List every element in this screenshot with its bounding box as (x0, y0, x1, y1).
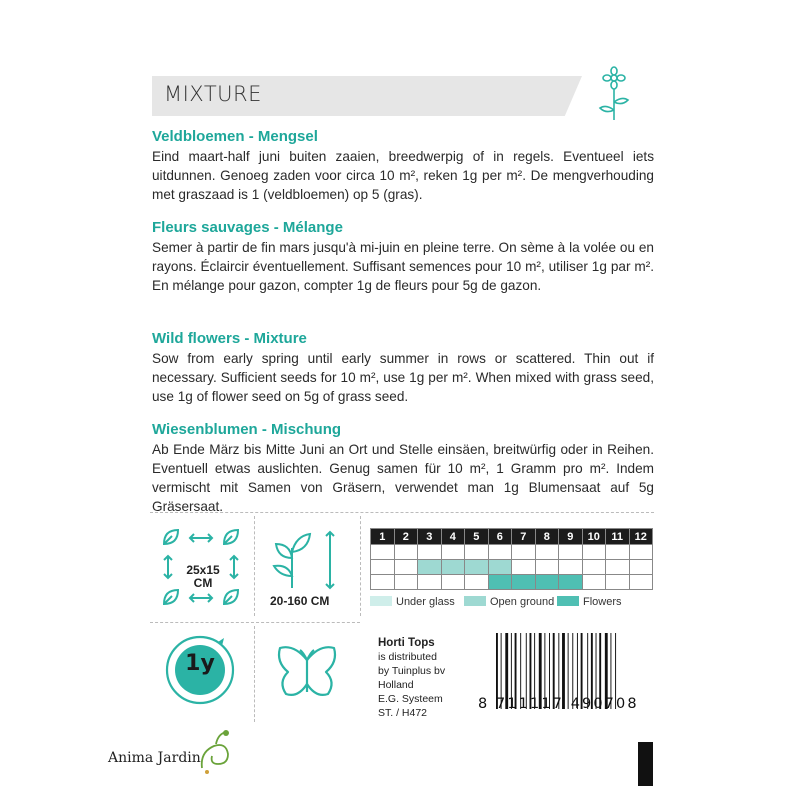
calendar-cell-open-ground (606, 560, 630, 575)
distributor-line: Holland (378, 679, 414, 691)
calendar-cell-under-glass (582, 545, 606, 560)
calendar-cell-flowers (371, 575, 395, 590)
calendar-cell-under-glass (441, 545, 465, 560)
calendar-cell-under-glass (512, 545, 536, 560)
legend-label: Under glass (396, 596, 455, 608)
calendar-cell-flowers (559, 575, 583, 590)
section-body: Eind maart-half juni buiten zaaien, breedwerpig of in regels. Eventueel iets uitdunnen. Genoeg zaden voor circa 10 m², reken 1g per m². De mengverhouding met graszaad is 1 (veldbloemen) op 5 (gras). (152, 149, 654, 202)
month-cell: 9 (559, 529, 583, 545)
calendar-cell-flowers (629, 575, 653, 590)
calendar-cell-flowers (512, 575, 536, 590)
section-title: Wiesenblumen - Mischung (152, 421, 342, 438)
height-label: 20-160 CM (270, 594, 330, 608)
month-cell: 4 (441, 529, 465, 545)
month-cell: 3 (418, 529, 442, 545)
month-cell: 1 (371, 529, 395, 545)
spacing-unit: CM (193, 576, 213, 590)
calendar-cell-under-glass (535, 545, 559, 560)
plant-height-icon (270, 528, 350, 592)
month-cell: 12 (629, 529, 653, 545)
legend-swatch (557, 596, 579, 606)
lifespan-label: 1y (185, 651, 215, 676)
distributor-line: is distributed (378, 651, 437, 663)
calendar-cell-open-ground (441, 560, 465, 575)
section-french (152, 219, 654, 295)
calendar-cell-open-ground (465, 560, 489, 575)
divider (254, 626, 255, 722)
month-cell: 8 (535, 529, 559, 545)
legend-swatch (464, 596, 486, 606)
barcode-number: 8 711117 490708 (478, 696, 639, 712)
month-cell: 7 (512, 529, 536, 545)
section-german (152, 421, 654, 516)
page-title: MIXTURE (164, 82, 262, 106)
flower-icon (594, 66, 634, 122)
spacing-value: 25x15 (186, 563, 220, 577)
legend-open-ground (464, 596, 554, 608)
calendar-row-under-glass (371, 545, 653, 560)
calendar-cell-open-ground (394, 560, 418, 575)
calendar-cell-flowers (535, 575, 559, 590)
divider (150, 512, 654, 513)
section-body: Ab Ende März bis Mitte Juni an Ort und Stelle einsäen, breitwürfig oder in Reihen. Eventuell etwas auslichten. Genug samen für 10 m², 1 Gramm pro m². Indem vermischt mit Samen von Gräsern, verwendet man 1g Blumensaat auf 5g Gräsersaat. (152, 442, 654, 514)
calendar-cell-under-glass (465, 545, 489, 560)
section-title: Veldbloemen - Mengsel (152, 128, 318, 145)
section-title: Wild flowers - Mixture (152, 330, 307, 347)
calendar-months-row (371, 529, 653, 545)
distributor-line: by Tuinplus bv (378, 665, 446, 677)
spacing-label (180, 564, 226, 590)
distributor-line: ST. / H472 (378, 707, 428, 719)
watermark-logo-text: Anima Jardin (108, 750, 201, 766)
legend-swatch (370, 596, 392, 606)
calendar-cell-under-glass (394, 545, 418, 560)
butterfly-icon (274, 640, 340, 706)
calendar-cell-flowers (582, 575, 606, 590)
month-cell: 5 (465, 529, 489, 545)
calendar-cell-flowers (394, 575, 418, 590)
month-cell: 11 (606, 529, 630, 545)
month-cell: 10 (582, 529, 606, 545)
distributor-line: E.G. Systeem (378, 693, 443, 705)
calendar-cell-under-glass (559, 545, 583, 560)
section-title: Fleurs sauvages - Mélange (152, 219, 343, 236)
black-bar (638, 742, 653, 786)
calendar-cell-flowers (418, 575, 442, 590)
calendar-row-open-ground (371, 560, 653, 575)
calendar-cell-under-glass (488, 545, 512, 560)
section-english (152, 330, 654, 406)
calendar-cell-flowers (606, 575, 630, 590)
sowing-calendar (370, 528, 653, 590)
month-cell: 2 (394, 529, 418, 545)
legend-flowers (557, 596, 622, 608)
calendar-cell-open-ground (488, 560, 512, 575)
calendar-row-flowers (371, 575, 653, 590)
calendar-cell-open-ground (535, 560, 559, 575)
legend-label: Flowers (583, 596, 622, 608)
brand-name: Horti Tops (378, 637, 435, 649)
leaf-swirl-logo-icon (196, 728, 234, 776)
section-dutch (152, 128, 654, 204)
legend-under-glass (370, 596, 455, 608)
month-cell: 6 (488, 529, 512, 545)
calendar-cell-under-glass (606, 545, 630, 560)
calendar-cell-open-ground (371, 560, 395, 575)
distributor-info (378, 636, 445, 720)
section-body: Semer à partir de fin mars jusqu'à mi-juin en pleine terre. On sème à la volée ou en rayons. Éclaircir éventuellement. Suffisant semences pour 10 m², utiliser 1g par m². En mélange pour gazon, compter 1g de fleurs pour 5g de gazon. (152, 240, 654, 293)
calendar-cell-open-ground (512, 560, 536, 575)
divider (360, 516, 361, 616)
calendar-cell-open-ground (629, 560, 653, 575)
calendar-cell-under-glass (629, 545, 653, 560)
calendar-cell-under-glass (418, 545, 442, 560)
calendar-cell-flowers (488, 575, 512, 590)
divider (254, 516, 255, 616)
calendar-cell-under-glass (371, 545, 395, 560)
calendar-cell-flowers (465, 575, 489, 590)
calendar-cell-open-ground (418, 560, 442, 575)
section-body: Sow from early spring until early summer in rows or scattered. Thin out if necessary. Sufficient seeds for 10 m², use 1g per m². When mixed with grass seed, use 1g of flower seed on 5g of grass seed. (152, 351, 654, 404)
calendar-cell-open-ground (582, 560, 606, 575)
calendar-cell-open-ground (559, 560, 583, 575)
legend-label: Open ground (490, 596, 555, 608)
divider (150, 622, 360, 623)
calendar-cell-flowers (441, 575, 465, 590)
